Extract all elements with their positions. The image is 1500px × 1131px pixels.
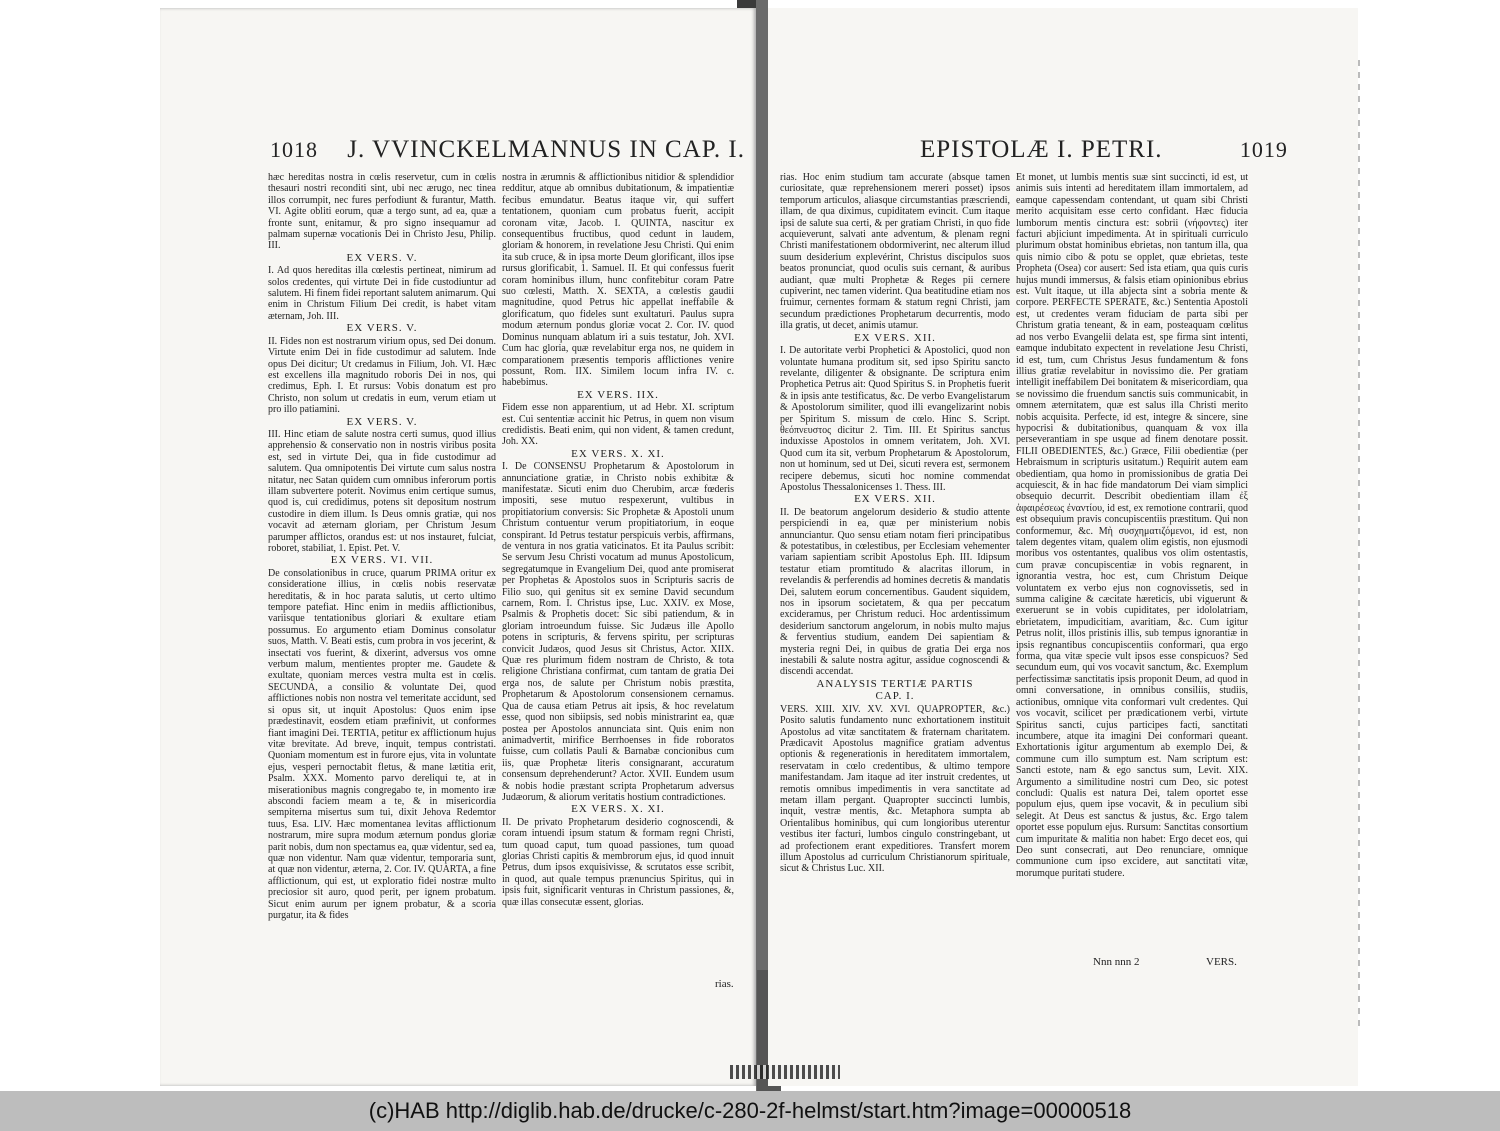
text-paragraph: II. Fides non est nostrarum virium opus, sed Dei donum. Virtute enim Dei in fide custodimur ad salutem. Inde opus Dei dicitur; Ut credamus in Filium, Joh. VI. Hæc est excellens illa magnitudo roboris Dei in nos, qui credimus, Eph. I. Et rursus: Vobis donatum est pro Christo, non solum ut credatis in eum, verum etiam ut pro illo patiamini.	[268, 335, 496, 416]
text-paragraph: De consolationibus in cruce, quarum PRIMA oritur ex consideratione illius, in cœlis nobis reservatæ hereditatis, & in hoc parata salutis, ut certo ultimo tempore patefiat. Hinc enim in mediis afflictionibus, variisque tentationibus gloriari & exultare etiam possumus. Eo argumento etiam Dominus consolatur suos, Matth. V. Beati estis, cum probra in vos jecerint, & insectati vos fuerint, & dixerint, adversus vos omne verbum malum, mentientes propter me. Gaudete & exultate, quoniam merces vestra multa est in cœlis. SECUNDA, a consilio & voluntate Dei, quod afflictiones nobis non nostra vel temeritate accidunt, sed si opus sit, ut inquit Apostolus: Quos enim ipse prædestinavit, eosdem etiam præfinivit, ut conformes fiant imagini Dei. TERTIA, petitur ex afflictionum hujus vitæ brevitate. Ad breve, inquit, tempus contristati. Quoniam momentum est in furore ejus, vita in voluntate ejus, vesperi pernoctabit fletus, & mane lætitia erit, Psalm. XXX. Momento parvo dereliqui te, at in miserationibus magnis congregabo te, in momento iræ abscondi faciem meam a te, & in misericordia sempiterna misertus sum tui, dixit Jehova Redemtor tuus, Esa. LIV. Hæc momentanea levitas afflictionum nostrarum, mire supra modum æternum pondus gloriæ parit nobis, dum non spectamus ea, quæ videntur, sed ea, quæ non videntur. Nam quæ videntur, temporaria sunt, at quæ non videntur, æterna, 2. Cor. IV. QUARTA, a fine afflictionum, qui est, ut exploratio fidei nostræ multo preciosior sit auro, quod perit, per ignem probatum. Sicut enim aurum per ignem probatur, & a scoria purgatur, ita & fides	[268, 567, 496, 921]
section-heading: EX VERS. XII.	[854, 331, 936, 344]
left-column-2	[502, 172, 734, 982]
text-paragraph: II. De privato Prophetarum desiderio cognoscendi, & coram intuendi ipsum statum & formam regni Christi, tum quoad caput, tum quoad passiones, tum quoad glorias Christi capitis & membrorum ejus, id quod innuit Petrus, dum ipsos exquisivisse, & scrutatos esse scribit, in quod, aut quale tempus prænuncius Spiritus, qui in ipsis fuit, significarit venturas in Christum passiones, &, quæ illas consecutæ essent, glorias.	[502, 816, 734, 908]
left-folio: 1018	[270, 137, 318, 162]
right-column-1	[780, 172, 1010, 972]
right-running-head	[920, 136, 1288, 164]
section-heading: EX VERS. X. XI.	[571, 447, 665, 460]
left-catchword: rias.	[715, 978, 734, 990]
text-paragraph: Fidem esse non apparentium, ut ad Hebr. XI. scriptum est. Cui sententiæ accinit hic Petrus, in quem non visum credidistis. Beati enim, qui non vident, & tamen credunt, Joh. XX.	[502, 402, 734, 448]
text-paragraph: I. De autoritate verbi Prophetici & Apostolici, quod non voluntate humana proditum sit, sed ipso Spiritu sancto revelante, diligenter & obsignante. De scriptura enim Prophetica Petrus ait: Quod Spiritus S. in Prophetis fuerit & in ipsis ante testificatus, &c. De verbo Evangelistarum & Apostolorum similiter, quod illi evangelizarint nobis per Spiritum S. missum de cœlo. Hinc S. Script. θεόπνευστος dicitur 2. Tim. III. Et Spiritus sanctus induxisse Apostolos in omnem veritatem, Joh. XVI. Quod cum ita sit, verbum Prophetarum & Apostolorum, non ut hominum, sed ut Dei, sicuti revera est, sermonem recipere debemus, sicuti hoc nomine commendat Apostolus Thessalonicenses 1. Thess. III.	[780, 345, 1010, 493]
text-paragraph: hæc hereditas nostra in cœlis reservetur, cum in cœlis thesauri nostri reconditi sint, ubi nec ærugo, nec tinea illos corrumpit, nec fures perfodiunt & furantur, Matth. VI. Agite obliti eorum, quæ a tergo sunt, ad ea, quæ a fronte sunt, enitamur, & pro signo insequamur ad palmam supernæ vocationis Dei in Christo Jesu, Philip. III.	[268, 172, 496, 252]
section-heading: EX VERS. V.	[346, 322, 418, 335]
left-title: J. VVINCKELMANNUS IN CAP. I.	[347, 136, 745, 163]
gutter	[756, 0, 768, 1091]
section-heading: EX VERS. V.	[346, 415, 418, 428]
left-running-head	[270, 136, 745, 164]
text-paragraph: I. De CONSENSU Prophetarum & Apostolorum in annunciatione gratiæ, in Christo nobis exhibitæ & manifestatæ. Sicuti enim duo Cherubim, arcæ fœderis impositi, sese mutuo respexerunt, vultibus in propitiatorium conversis: Sic Prophetæ & Apostoli unum Christum contuentur verum propitiatorium, in eoque conspirant. Id Petrus testatur perspicuis verbis, affirmans, de ventura in nos gratia vaticinatos. Et ita Paulus scribit: Se servum Jesu Christi vocatum ad munus Apostolicum, segregatumque in Evangelium Dei, quod ante promiserat per Prophetas & Apostolos suos in Scripturis sacris de Filio suo, qui genitus sit ex semine David secundum carnem, Rom. I. Christus ipse, Luc. XXIV. ex Mose, Psalmis & Prophetis docet: Sic sibi patiendum, & in gloriam introeundum fuisse. Sic Judæus ille Apollo potens in scripturis, & fervens spiritu, per scripturas convicit Judæos, quod Jesus sit Christus, Actor. XIIX. Quæ res plurimum fidem nostram de Christo, & tota religione Christiana confirmat, cum tantam de gratia Dei erga nos, de salute per Christum nobis præstita, Prophetarum & Apostolorum consensionem cernamus. Qua de causa etiam Petrus ait ipsis, & hoc revelatum esse, quod non sibiipsis, sed nobis ministrarint ea, quæ postea per Apostolos annunciata sint. Quis enim non animadvertit, mirifice Berrhoenses in fide roboratos fuisse, cum collatis Pauli & Barnabæ concionibus cum iis, quæ Prophetæ literis consignarant, accuratum consensum deprehenderunt? Actor. XVII. Eundem usum & nobis hodie præstant scripta Prophetarum adversus Judæorum, & aliorum veritatis hostium contradictiones.	[502, 461, 734, 803]
copyright-link[interactable]: (c)HAB http://diglib.hab.de/drucke/c-280-2f-helmst/start.htm?image=00000518	[368, 1098, 1132, 1123]
left-column-1	[268, 172, 496, 982]
section-heading: EX VERS. XII.	[854, 493, 936, 506]
right-column-2	[1016, 172, 1248, 962]
right-page	[768, 8, 1358, 1086]
text-paragraph: I. Ad quos hereditas illa cœlestis pertineat, nimirum ad solos credentes, qui virtute Dei in fide custodiuntur ad salutem. Hi finem fidei reportant salutem animarum. Qui enim in Christum Filium Dei credit, is habet vitam æternam, Joh. III.	[268, 265, 496, 322]
right-catchword: VERS.	[1206, 956, 1237, 968]
section-heading: EX VERS. VI. VII.	[330, 554, 434, 567]
copyright-footer	[0, 1091, 1500, 1131]
section-heading: CAP. I.	[875, 690, 915, 703]
scale-ruler	[730, 1065, 840, 1079]
page-edge	[1358, 60, 1360, 1030]
section-heading: EX VERS. X. XI.	[571, 803, 665, 816]
signature-mark: Nnn nnn 2	[1093, 956, 1140, 968]
text-paragraph: II. De beatorum angelorum desiderio & studio attente perspiciendi in ea, quæ per ministerium nobis annunciantur. Quo sensu etiam notam fieri principatibus & potestatibus, in cœlestibus, per Ecclesiam vehementer variam sapientiam scribit Apostolus Eph. III. Idipsum testatur etiam promtitudo & alacritas illorum, in revelandis & perferendis ad homines decretis & mandatis Dei, salutem eorum concernentibus. Gaudent siquidem, nos in ipsorum societatem, & qua per peccatum excideramus, per Christum reduci. Hoc ardentissimum desiderium sanctorum angelorum, in nobis multo majus & ferventius studium, eandem Dei sapientiam & mysteria regni Dei, in quibus de gratia Dei erga nos inestabili & salute nostra agitur, assidue cognoscendi & discendi accendat.	[780, 506, 1010, 678]
left-page	[160, 8, 756, 1086]
text-paragraph: III. Hinc etiam de salute nostra certi sumus, quod illius apprehensio & conservatio non in nostris viribus posita est, sed in virtute Dei, qua in fide custodimur ad salutem. Qua omnipotentis Dei virtute cum salus nostra nitatur, nec Satan quidem cum omnibus inferorum portis illam subvertere poterit. Novimus enim certique sumus, quod is, cui credidimus, potens sit depositum nostrum custodire in diem illum. Is Deus omnis gratiæ, qui nos vocavit ad æternam gloriam, per Christum Jesum parumper afflictos, orandus est: ut nos instauret, fulciat, roboret, stabiliat, 1. Epist. Pet. V.	[268, 428, 496, 554]
text-paragraph: Et monet, ut lumbis mentis suæ sint succincti, id est, ut animis suis intenti ad hereditatem illam immortalem, ad eamque capessendam contendant, ut quam sibi Christi merito acquisitam esse certo confidant. Hæc fiducia lumborum mentis cinctura est: sobrii (νήφοντες) iter facturi abjiciunt impedimenta. At in spirituali curriculo plurimum obstat hominibus ebrietas, non tantum illa, qua quis nimio cibo & potu se opplet, quæ ebrietas, teste Propheta (Osea) cor ausert: Sed ista etiam, qua quis curis hujus mundi immersus, & falsis etiam opinionibus ebrius est. Vult itaque, ut illa abjecta sint a sobria mente & corpore. PERFECTE SPERATE, &c.) Sententia Apostoli est, ut credentes veram fiduciam de parta sibi per Christum gratia teneant, & in eam, posteaquam cœlitus ad nos verbo Evangelii delata est, spe firma sint intenti, eamque indubitato expectent in revelatione Jesu Christi, id est, tum, cum Christus Jesus fundamentum & fons illius gratiæ revelabitur in novissimo die. Per gratiam intelligit ineffabilem Dei bonitatem & misericordiam, qua se novissimo die fruendum sanctis suis communicabit, in omnem æternitatem, quæ est salus illa Christi merito nobis acquisita. Perfecte, id est, integre & sincere, sine hypocrisi & dubitationibus, quanquam & vox illa perseverantiam in spe usque ad finem denotare possit. FILII OBEDIENTES, &c.) Græce, Filii obedientiæ (per Hebraismum in scripturis usitatum.) Requirit autem eam obedientiam, qua homo in promissionibus de gratia Dei acquiescit, & in hac fide mandatorum Dei viam simplici obsequio decurrit. Describit obedientiam illam ἐξ ἀφαιρέσεως ἐναντίου, id est, ex remotione contrarii, quod est obsequium pravis concupiscentiis præstitum. Qui non conformemur, &c. Μὴ συσχηματιζόμενοι, id est, non talem degentes vitam, qualem olim egistis, non ejusmodi moribus vos ostentantes, qualibus vos olim ostentastis, cum pravæ concupiscentiæ in vobis regnarent, in ignorantia vestra, hoc est, cum Christum Deique voluntatem ex verbo ejus non cognovissetis, sed in summa caligine & cæcitate hæreticis, ubi viguerunt & exeruerunt se in vobis cupiditates, per idololatriam, ebrietatem, impudicitiam, avaritiam, &c. Cum igitur Petrus nolit, illos pristinis illis, sub tempus ignorantiæ in ipsis regnantibus concupiscentiis conformari, qua ergo forma, qua vitæ specie vult ipsos esse conspicuos? Sed secundum eum, qui vos vocavit sanctum, &c. Exemplum perfectissimæ sanctitatis ipsis proponit Deum, ad quod in omni conversatione, in omnibus consiliis, studiis, actionibus, omnique vita conformari vult credentes. Qui vos vocavit, scilicet per prædicationem verbi, virtute Spiritus sancti, cujus participes facti, sanctitati incumbere, atque ita imagini Dei conformari queant. Exhortationis igitur argumentum ab exemplo Dei, & commune cum illo sumptum est. Nam scriptum est: Sancti estote, nam & ego sanctus sum, Levit. XIX. Argumento a similitudine nostri cum Deo, sic potest concludi: Qualis est natura Dei, talem oportet esse populum ejus, quem ipse vocavit, & in peculium sibi selegit. At Deus est sanctus & justus, &c. Ergo talem oportet esse populum ejus. Rursum: Sanctitas consortium cum impuritate & malitia non habet: Ergo decet eos, qui Deo sunt consecrati, aut Deo renunciare, omnique communione cum ipso excidere, aut sanctitati vitæ, morumque puritati studere.	[1016, 172, 1248, 879]
right-title: EPISTOLÆ I. PETRI.	[920, 136, 1163, 163]
section-heading: EX VERS. V.	[346, 251, 418, 264]
text-paragraph: VERS. XIII. XIV. XV. XVI. QUAPROPTER, &c.) Posito salutis fundamento nunc exhortationem instituit Apostolus ad vitæ sanctitatem & fraternam charitatem. Prædicavit Apostolus magnifice gratiam adventus optionis & regenerationis in hereditatem immortalem, reservatam in cœlo credentibus, & ultimo tempore manifestandam. Jam itaque ad iter instruit credentes, ut remotis omnibus impedimentis in vera sanctitate ad metam illam pergant. Quapropter succincti lumbis, inquit, vestræ mentis, &c. Metaphora sumpta ab Orientalibus hominibus, qui cum longioribus uterentur vestibus iter facturi, lumbos cingulo constringebant, ut ad profectionem erant expeditiores. Transfert morem illum Apostolus ad curriculum Christianorum spirituale, sicut & Christus Luc. XII.	[780, 703, 1010, 875]
text-paragraph: nostra in ærumnis & afflictionibus nitidior & splendidior redditur, atque ab omnibus dubitationum, & impatientiæ fecibus emundatur. Beatus itaque vir, qui suffert tentationem, quoniam cum probatus fuerit, accipit coronam vitæ, Jacob. I. QUINTA, nascitur ex consequentibus fructibus, quod cedunt in laudem, gloriam & honorem, in revelatione Jesu Christi. Qui enim ita sub cruce, & in ipsa morte Deum glorificant, illos ipse rursus glorificabit, 1. Samuel. II. Et qui confessus fuerit coram hominibus illum, hunc confitebitur coram Patre suo cœlesti, Matth. X. SEXTA, a cœlestis gaudii magnitudine, quod Petrus hic appellat ineffabile & glorificatum, quo fideles sunt exultaturi. Paulus supra modum æternum pondus gloriæ vocat 2. Cor. IV. quod Dominus nunquam ablatum iri a suis testatur, Joh. XVI. Cum hac gloria, quæ revelabitur erga nos, ne quidem in comparationem præsentis temporis afflictiones venire possunt, Rom. IIX. Similem locum infra IV. c. habebimus.	[502, 172, 734, 389]
right-folio: 1019	[1239, 137, 1288, 162]
text-paragraph: rias. Hoc enim studium tam accurate (absque tamen curiositate, quæ reprehensionem mereri posset) ipsos temporum articulos, aliasque circumstantias præscriendi, illam, de qua diximus, cupiditatem evincit. Cum itaque ipsi de salute sua certi, & per gratiam Christi, in quo fide acquieverunt, salvati ante adventum, & plenam regni Christi manifestationem obdormiverint, nec alterum illud suum desiderium explevérint, Christus discipulos suos beatos pronunciat, quod oculis suis cernant, & auribus audiant, quæ multi Prophetæ & Reges pii cernere cupiverint, nec tamen viderint. Qua beatitudine etiam nos fruimur, cernentes formam & statum regni Christi, jam secundum prædictiones Prophetarum decurrentis, modo illa gratis, ut decet, animis utamur.	[780, 172, 1010, 332]
section-heading: ANALYSIS TERTIÆ PARTIS	[816, 677, 974, 690]
section-heading: EX VERS. IIX.	[577, 388, 659, 401]
